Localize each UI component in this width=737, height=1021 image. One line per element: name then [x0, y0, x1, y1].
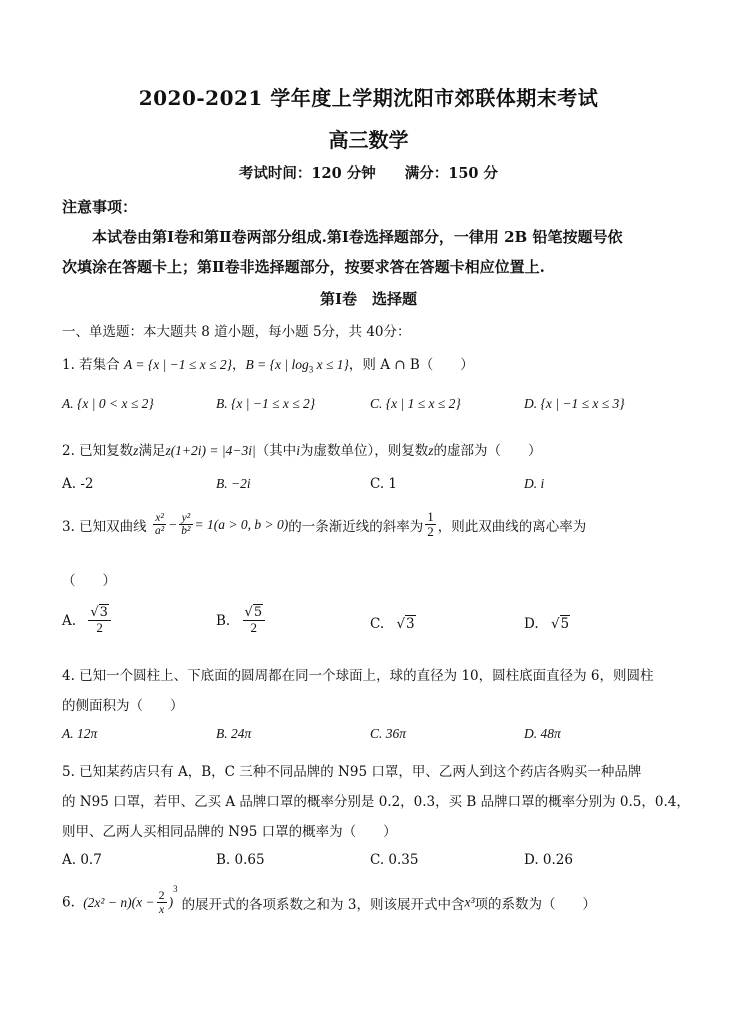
q6-factor-1: (2x² − n): [83, 894, 132, 910]
q1-option-d: D. {x | −1 ≤ x ≤ 3}: [524, 396, 625, 411]
q2-z2: z: [428, 443, 434, 458]
q3-option-c: [370, 616, 416, 632]
notice-line-2: 次填涂在答题卡上；第Ⅱ卷非选择题部分，按要求答在答题卡相应位置上.: [62, 258, 545, 276]
q2-option-c: C. 1: [370, 476, 398, 492]
q1-set-b: B = {x | log: [245, 357, 309, 372]
q3-slope: $\frac{1}{2}$: [427, 509, 434, 540]
q1-option-c: C. {x | 1 ≤ x ≤ 2}: [370, 396, 461, 411]
q1-sep: ，: [232, 357, 246, 373]
q6-factor-2-open: (x −: [131, 894, 155, 910]
q2-tail: 的虚部为（ ）: [433, 443, 542, 459]
q1-set-a: A = {x | −1 ≤ x ≤ 2}: [123, 357, 233, 372]
q6-fraction: $\frac{2}{x}$: [158, 887, 165, 916]
q2-option-d: D. i: [524, 476, 545, 491]
q3-option-d-label: D.: [524, 616, 539, 632]
q2-mid: 满足: [138, 443, 166, 459]
q3-option-b: [216, 606, 267, 636]
q4-option-b: B. 24π: [216, 726, 252, 741]
q3-frac-y: $\frac{\text{y²}}{\text{b²}}$: [181, 511, 191, 538]
question-5-line-1: 5. 已知某药店只有 A，B，C 三种不同品牌的 N95 口罩，甲、乙两人到这个药店各购买一种品牌: [62, 764, 642, 780]
q2-option-a: A. -2: [62, 476, 94, 492]
q3-minus: −: [168, 516, 178, 532]
q3-prefix: 3. 已知双曲线: [62, 518, 147, 535]
exam-title: 2020-2021 学年度上学期沈阳市郊联体期末考试: [138, 86, 599, 110]
q5-option-a: A. 0.7: [62, 852, 102, 868]
q3-frac-x: $\frac{\text{x²}}{\text{a²}}$: [154, 511, 165, 538]
q1-option-b: B. {x | −1 ≤ x ≤ 2}: [216, 396, 316, 411]
q6-power: 3: [173, 884, 178, 894]
notice-heading: 注意事项：: [62, 198, 138, 216]
q1-option-a: A. {x | 0 < x ≤ 2}: [62, 396, 154, 411]
question-2: [62, 439, 541, 459]
q4-option-a: A. 12π: [62, 726, 98, 741]
question-5-line-2: 的 N95 口罩，若甲、乙买 A 品牌口罩的概率分别是 0.2，0.3，买 B 品牌口罩的概率分别为 0.5，0.4，: [62, 794, 690, 810]
q3-paren: （ ）: [62, 573, 116, 589]
q3-option-d-sqrt: √5: [550, 616, 570, 632]
q2-equation: z(1+2i) = |4−3i|: [165, 443, 256, 458]
question-1: [62, 353, 474, 375]
q3-option-b-label: B.: [216, 612, 231, 629]
section-intro: 一、单选题：本大题共 8 道小题，每小题 5分，共 40分：: [62, 324, 411, 340]
q4-option-d: D. 48π: [524, 726, 561, 741]
q3-tail: ，则此双曲线的离心率为: [437, 518, 587, 535]
q6-prefix: 6.: [62, 894, 75, 911]
q5-option-d: D. 0.26: [524, 852, 573, 868]
q3-option-a-label: A.: [62, 612, 77, 629]
q3-option-c-sqrt: √3: [396, 616, 415, 632]
question-4-line-1: 4. 已知一个圆柱上、下底面的圆周都在同一个球面上，球的直径为 10，圆柱底面直径为 6，则圆柱: [62, 668, 654, 684]
q3-option-a-frac: $\frac{√3}{2}$: [88, 606, 111, 636]
q2-paren: （其中: [255, 443, 297, 459]
q5-option-c: C. 0.35: [370, 852, 419, 868]
q2-z: z: [133, 443, 139, 458]
q6-tail: 的展开式的各项系数之和为 3，则该展开式中含: [181, 896, 465, 913]
exam-subject: 高三数学: [328, 128, 409, 152]
q1-prefix: 1. 若集合: [62, 357, 120, 373]
q5-option-b: B. 0.65: [216, 852, 265, 868]
q3-mid: 的一条渐近线的斜率为: [288, 518, 424, 535]
q3-option-a: [62, 606, 113, 636]
q3-option-c-label: C.: [370, 616, 385, 632]
q2-option-b: B. −2i: [216, 476, 251, 491]
exam-info: 考试时间：120 分钟 满分：150 分: [238, 165, 499, 182]
question-3: [62, 510, 586, 540]
question-6: [62, 884, 596, 916]
q1-set-b-end: x ≤ 1}: [313, 357, 349, 372]
q6-term: x³: [464, 894, 475, 910]
question-5-line-3: 则甲、乙两人买相同品牌的 N95 口罩的概率为（ ）: [62, 824, 397, 840]
q2-i: i: [296, 443, 300, 458]
q2-prefix: 2. 已知复数: [62, 443, 134, 459]
q1-log-base: 3: [308, 364, 314, 375]
notice-line-1: 本试卷由第Ⅰ卷和第Ⅱ卷两部分组成.第Ⅰ卷选择题部分，一律用 2B 铅笔按题号依: [92, 228, 623, 246]
q3-option-d: [524, 616, 570, 632]
question-4-line-2: 的侧面积为（ ）: [62, 698, 184, 714]
q6-factor-2-close: ): [168, 894, 174, 910]
q6-tail-2: 项的系数为（ ）: [474, 896, 596, 913]
q1-tail: ，则 A ∩ B（ ）: [348, 357, 474, 373]
q3-option-b-frac: $\frac{√5}{2}$: [243, 606, 266, 636]
q3-equation-rest: = 1(a > 0, b > 0): [194, 516, 289, 532]
section-title: 第Ⅰ卷 选择题: [319, 290, 418, 308]
q2-paren2: 为虚数单位），则复数: [299, 443, 429, 459]
q4-option-c: C. 36π: [370, 726, 407, 741]
